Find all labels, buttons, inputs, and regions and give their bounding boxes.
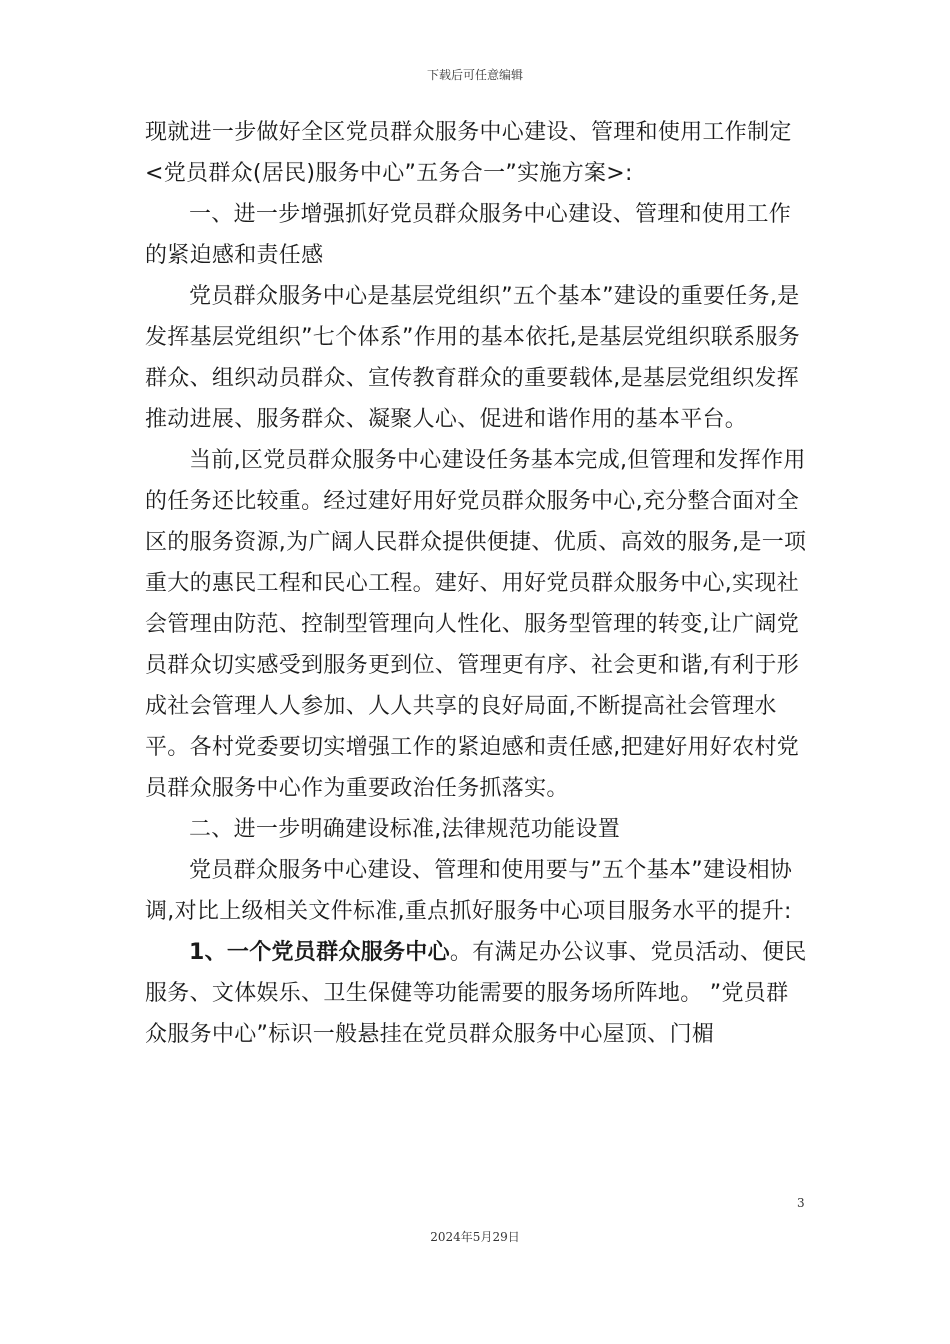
- page-number: 3: [797, 1196, 805, 1210]
- paragraph-current-status: 当前,区党员群众服务中心建设任务基本完成,但管理和发挥作用的任务还比较重。经过建好用好党员群众服务中心,充分整合面对全区的服务资源,为广阔人民群众提供便捷、优质、高效的服务,是一项重大的惠民工程和民心工程。建好、用好党员群众服务中心,实现社会管理由防范、控制型管理向人性化、服务型管理的转变,让广阔党员群众切实感受到服务更到位、管理更有序、社会更和谐,有利于形成社会管理人人参加、人人共享的良好局面,不断提高社会管理水平。各村党委要切实增强工作的紧迫感和责任感,把建好用好农村党员群众服务中心作为重要政治任务抓落实。: [145, 448, 807, 801]
- item-1-lead: 1、一个党员群众服务中心: [189, 940, 450, 965]
- paragraph-standards: 党员群众服务中心建设、管理和使用要与”五个基本”建设相协调,对比上级相关文件标准,重点抓好服务中心项目服务水平的提升:: [145, 858, 793, 924]
- header-note: 下载后可任意编辑: [426, 68, 523, 82]
- paragraph-significance: 党员群众服务中心是基层党组织”五个基本”建设的重要任务,是发挥基层党组织”七个体系”作用的基本依托,是基层党组织联系服务群众、组织动员群众、宣传教育群众的重要载体,是基层党组织发挥推动进展、服务群众、凝聚人心、促进和谐作用的基本平台。: [145, 284, 801, 432]
- section-heading-2: 二、进一步明确建设标准,法律规范功能设置: [189, 817, 620, 842]
- footer-date: 2024年5月29日: [430, 1230, 520, 1244]
- section-heading-1: 一、进一步增强抓好党员群众服务中心建设、管理和使用工作的紧迫感和责任感: [145, 202, 792, 268]
- document-body: [145, 112, 810, 1055]
- paragraph-intro: 现就进一步做好全区党员群众服务中心建设、管理和使用工作制定<党员群众(居民)服务中心”五务合一”实施方案>:: [145, 120, 792, 186]
- paragraph-item-1: [145, 932, 810, 1055]
- item-1-text: 。有满足办公议事、党员活动、便民服务、文体娱乐、卫生保健等功能需要的服务场所阵地。 ”党员群众服务中心”标识一般悬挂在党员群众服务中心屋顶、门楣: [145, 940, 807, 1047]
